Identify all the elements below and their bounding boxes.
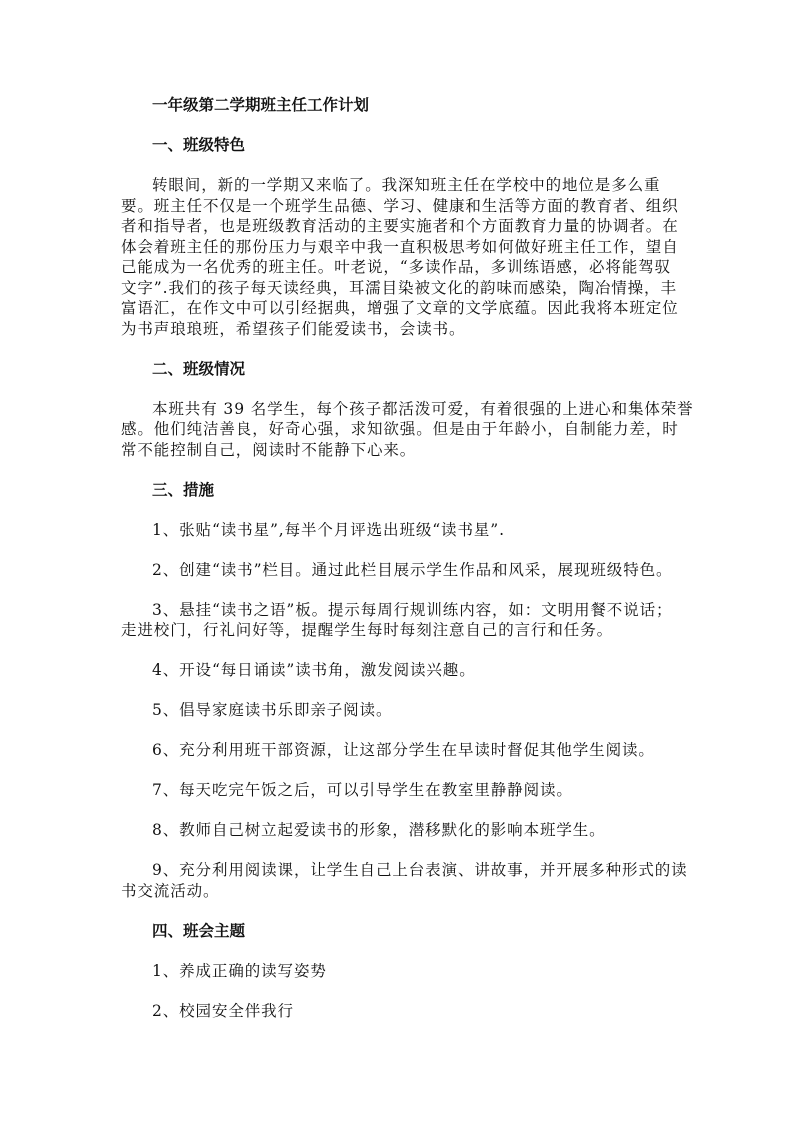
text-line: 常不能控制自己，阅读时不能静下心来。 <box>121 440 417 459</box>
text-line: 要。班主任不仅是一个班学生品德、学习、健康和生活等方面的教育者、组织 <box>121 196 679 215</box>
measure-item <box>121 560 701 581</box>
measure-item <box>121 780 701 801</box>
document-title: 一年级第二学期班主任工作计划 <box>152 95 370 114</box>
text-line: 6、充分利用班干部资源，让这部分学生在早读时督促其他学生阅读。 <box>152 741 655 759</box>
measure-item <box>121 820 701 841</box>
text-line: 本班共有 39 名学生，每个孩子都活泼可爱，有着很强的上进心和集体荣誉 <box>152 399 694 418</box>
text-line: 者和指导者，也是班级教育活动的主要实施者和个方面教育力量的协调者。在 <box>121 217 679 235</box>
measure-item <box>121 520 701 541</box>
text-line: 2、创建“读书”栏目。通过此栏目展示学生作品和风采，展现班级特色。 <box>152 560 673 579</box>
measure-item <box>121 740 701 761</box>
section-heading: 四、班会主题 <box>152 920 246 940</box>
text-line: 3、悬挂“读书之语”板。提示每周行规训练内容，如：文明用餐不说话； <box>152 600 673 619</box>
paragraph <box>121 175 701 339</box>
text-line: 9、充分利用阅读课，让学生自己上台表演、讲故事，并开展多种形式的读 <box>152 861 688 879</box>
text-line: 5、倡导家庭读书乐即亲子阅读。 <box>152 701 393 719</box>
theme-item <box>121 1001 701 1022</box>
text-line: 体会着班主任的那份压力与艰辛中我一直积极思考如何做好班主任工作，望自 <box>121 237 679 256</box>
text-line: 8、教师自己树立起爱读书的形象，潜移默化的影响本班学生。 <box>152 821 606 839</box>
measure-item <box>121 700 701 721</box>
section-heading: 一、班级特色 <box>152 135 246 154</box>
document-page <box>121 95 701 1041</box>
text-line: 2、校园安全伴我行 <box>152 1001 294 1020</box>
theme-item <box>121 961 701 982</box>
text-line: 转眼间，新的一学期又来临了。我深知班主任在学校中的地位是多么重 <box>152 176 661 194</box>
section-heading: 三、措施 <box>152 479 215 499</box>
text-line: 富语汇，在作文中可以引经据典，增强了文章的文学底蕴。因此我将本班定位 <box>121 299 679 317</box>
text-line: 4、开设“每日诵读”读书角，激发阅读兴趣。 <box>152 661 476 679</box>
text-line: 1、养成正确的读写姿势 <box>152 961 327 980</box>
measure-item <box>121 660 701 681</box>
section-heading: 二、班级情况 <box>152 358 246 378</box>
measure-item <box>121 860 701 901</box>
text-line: 己能成为一名优秀的班主任。叶老说，“多读作品，多训练语感，必将能驾驭 <box>121 258 672 276</box>
text-line: 7、每天吃完午饭之后，可以引导学生在教室里静静阅读。 <box>152 781 573 799</box>
text-line: 文字”.我们的孩子每天读经典，耳濡目染被文化的韵味而感染，陶冶情操，丰 <box>121 278 677 297</box>
text-line: 书交流活动。 <box>121 881 220 900</box>
text-line: 感。他们纯洁善良，好奇心强，求知欲强。但是由于年龄小，自制能力差，时 <box>121 420 679 438</box>
text-line: 为书声琅琅班，希望孩子们能爱读书，会读书。 <box>121 319 466 338</box>
text-line: 1、张贴“读书星”,每半个月评选出班级“读书星”. <box>152 520 505 539</box>
measure-item <box>121 600 701 641</box>
text-line: 走进校门，行礼问好等，提醒学生每时每刻注意自己的言行和任务。 <box>121 621 614 639</box>
paragraph <box>121 399 701 461</box>
